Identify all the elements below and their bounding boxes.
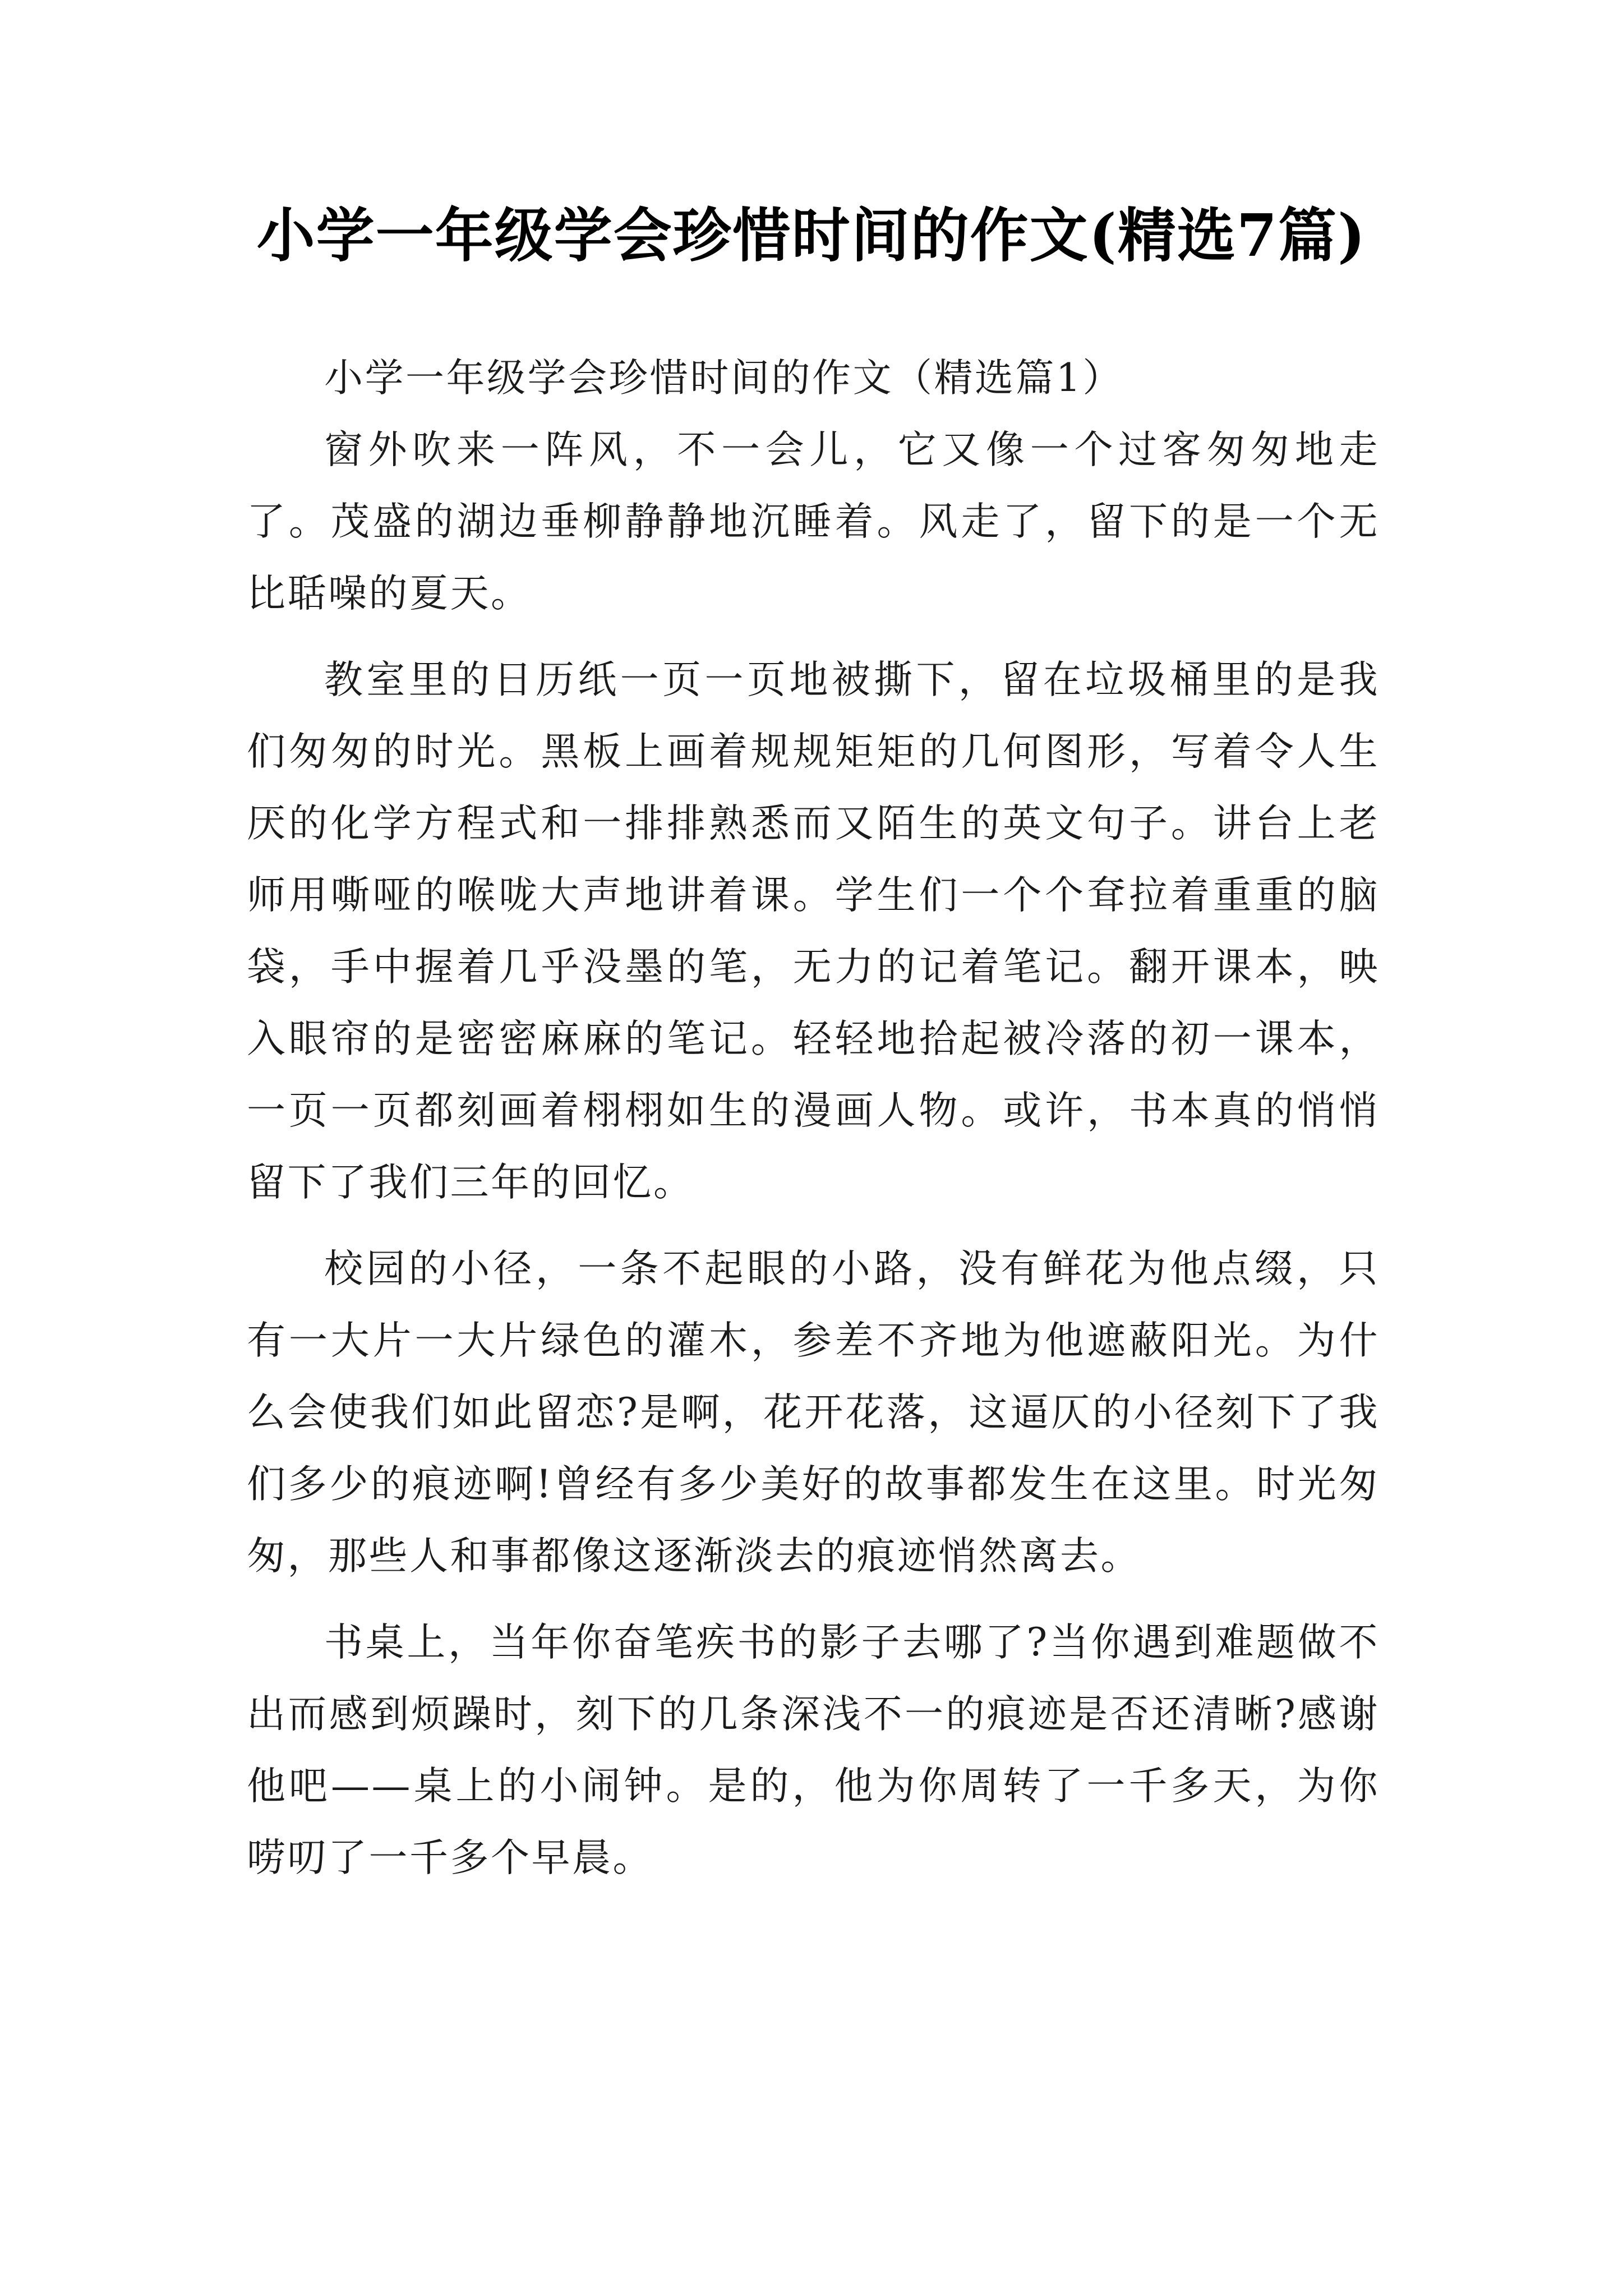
paragraph-3: 校园的小径，一条不起眼的小路，没有鲜花为他点缀，只有一大片一大片绿色的灌木，参差不齐地为他遮蔽阳光。为什么会使我们如此留恋?是啊，花开花落，这逼仄的小径刻下了我们多少的痕迹啊!曾经有多少美好的故事都发生在这里。时光匆匆，那些人和事都像这逐渐淡去的痕迹悄然离去。 bbox=[247, 1246, 1380, 1579]
document-title: 小学一年级学会珍惜时间的作文(精选7篇) bbox=[256, 201, 1367, 270]
paragraph-4: 书桌上，当年你奋笔疾书的影子去哪了?当你遇到难题做不出而感到烦躁时，刻下的几条深浅不一的痕迹是否还清晰?感谢他吧——桌上的小闹钟。是的，他为你周转了一千多天，为你唠叨了一千多个早晨。 bbox=[247, 1620, 1380, 1880]
paragraph-1: 窗外吹来一阵风，不一会儿，它又像一个过客匆匆地走了。茂盛的湖边垂柳静静地沉睡着。风走了，留下的是一个无比聒噪的夏天。 bbox=[247, 427, 1380, 616]
paragraph-2: 教室里的日历纸一页一页地被撕下，留在垃圾桶里的是我们匆匆的时光。黑板上画着规规矩矩的几何图形，写着令人生厌的化学方程式和一排排熟悉而又陌生的英文句子。讲台上老师用嘶哑的喉咙大声地讲着课。学生们一个个耷拉着重重的脑袋，手中握着几乎没墨的笔，无力的记着笔记。翻开课本，映入眼帘的是密密麻麻的笔记。轻轻地拾起被冷落的初一课本，一页一页都刻画着栩栩如生的漫画人物。或许，书本真的悄悄留下了我们三年的回忆。 bbox=[247, 657, 1380, 1205]
section-heading: 小学一年级学会珍惜时间的作文（精选篇1） bbox=[324, 356, 1123, 401]
document-body bbox=[247, 342, 1380, 1894]
